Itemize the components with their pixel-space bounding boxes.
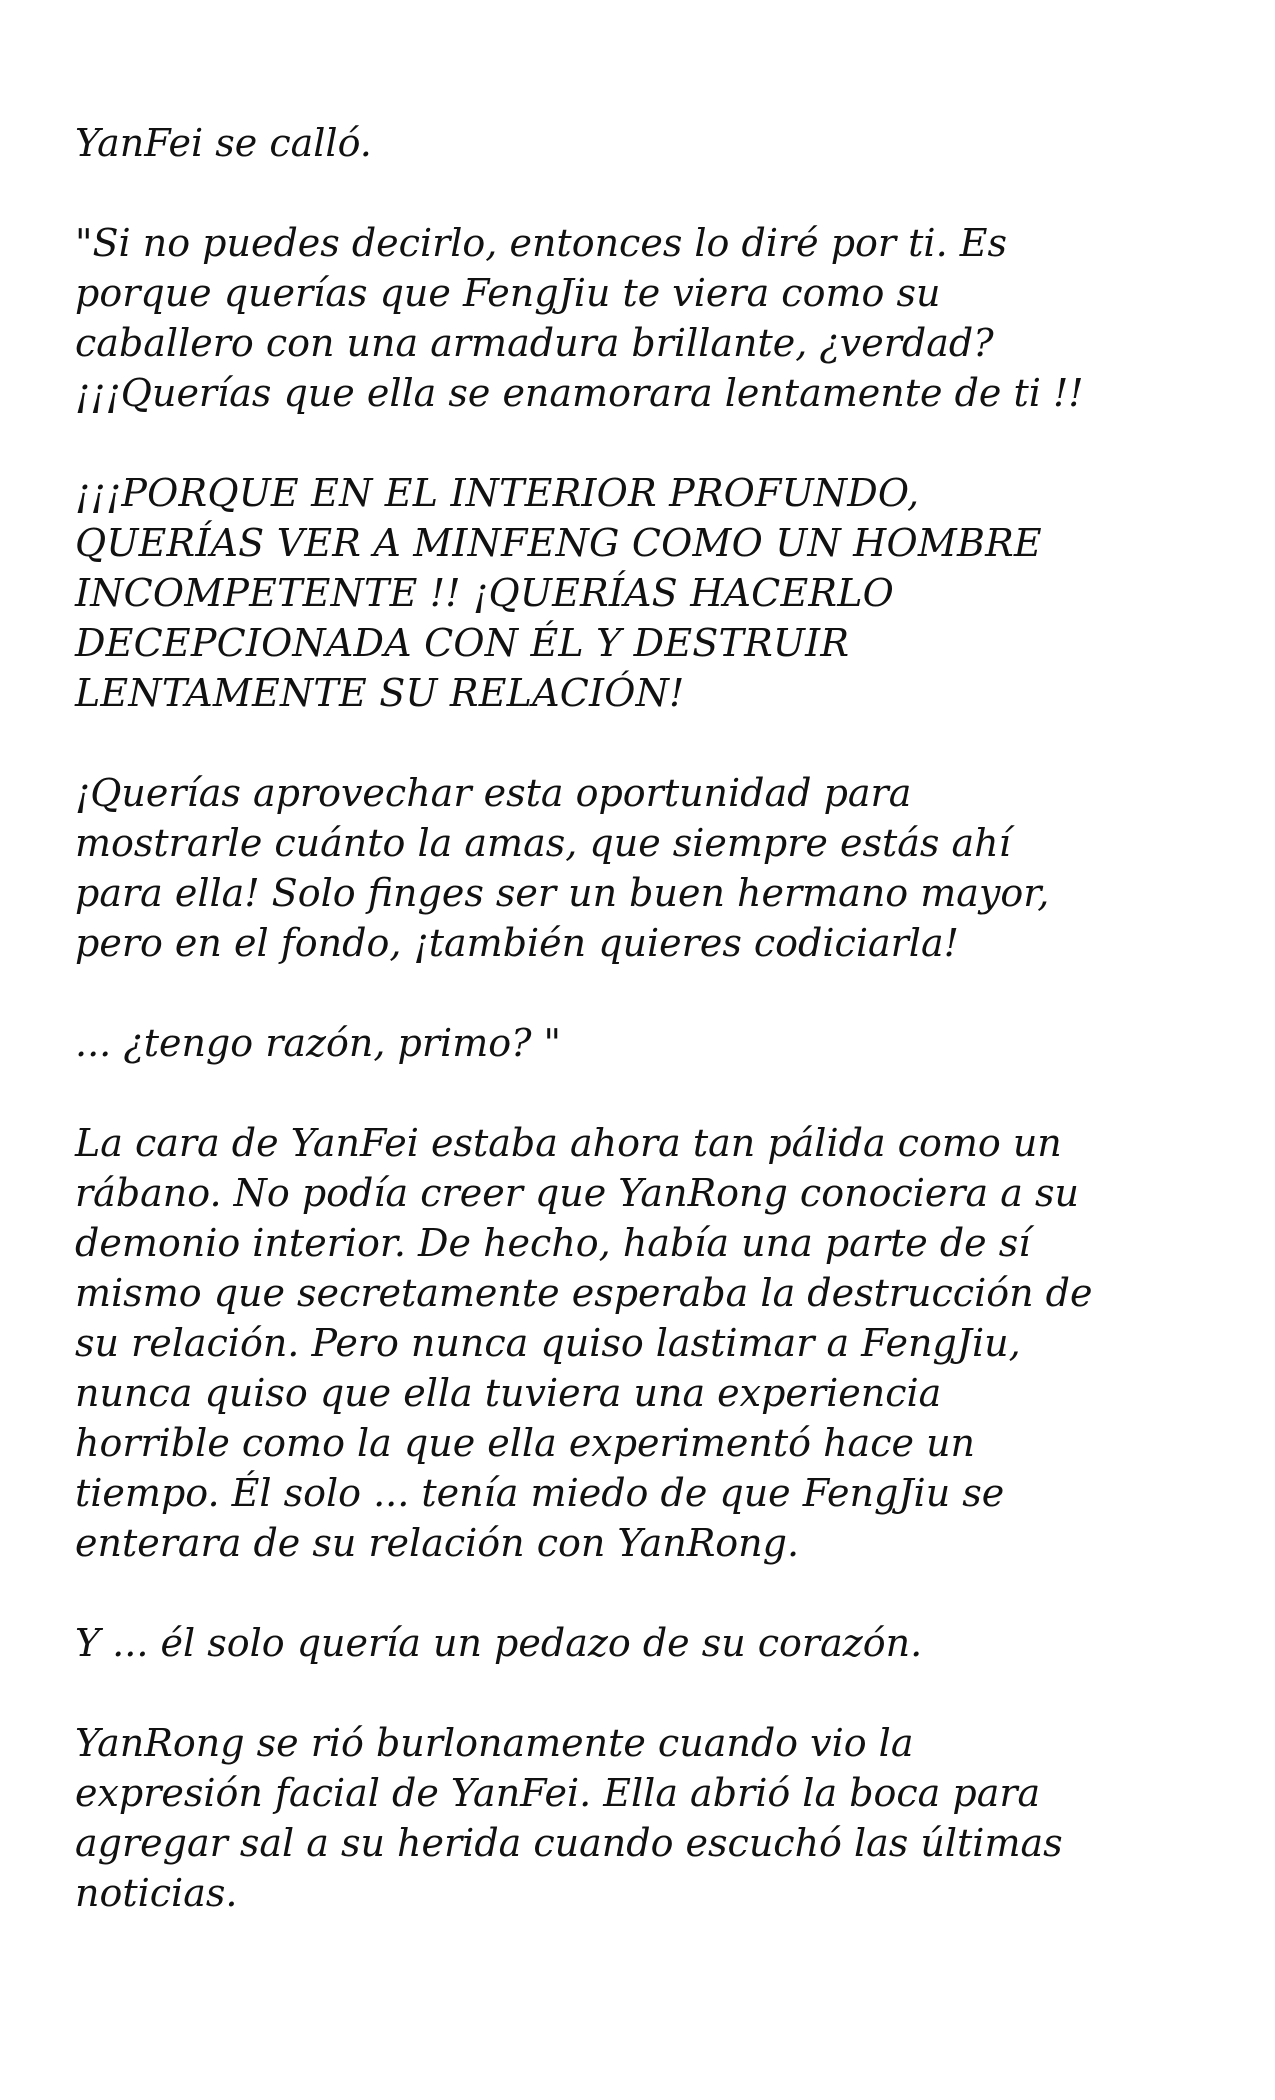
text-line: demonio interior. De hecho, había una parte de sí [75,1221,1031,1265]
text-line: su relación. Pero nunca quiso lastimar a FengJiu, [75,1321,1021,1365]
text-line: agregar sal a su herida cuando escuchó las últimas [75,1821,1063,1865]
text-line: nunca quiso que ella tuviera una experiencia [75,1371,942,1415]
paragraph [75,468,1205,718]
text-line: La cara de YanFei estaba ahora tan pálida como un [75,1121,1062,1165]
text-line: ¡¡¡Querías que ella se enamorara lentamente de ti !! [75,371,1084,415]
text-line: horrible como la que ella experimentó hace un [75,1421,976,1465]
paragraph [75,1618,1205,1668]
text-line: mismo que secretamente esperaba la destrucción de [75,1271,1093,1315]
text-line: mostrarle cuánto la amas, que siempre estás ahí [75,821,1011,865]
text-line: LENTAMENTE SU RELACIÓN! [75,671,685,715]
text-line: ... ¿tengo razón, primo? " [75,1021,562,1065]
text-line: YanRong se rió burlonamente cuando vio la [75,1721,914,1765]
text-line: Y ... él solo quería un pedazo de su corazón. [75,1621,923,1665]
text-line: expresión facial de YanFei. Ella abrió la boca para [75,1771,1041,1815]
paragraph [75,1718,1205,1918]
text-line: ¡Querías aprovechar esta oportunidad para [75,771,912,815]
text-line: tiempo. Él solo ... tenía miedo de que FengJiu se [75,1471,1005,1515]
text-line: YanFei se calló. [75,121,372,165]
text-line: caballero con una armadura brillante, ¿verdad? [75,321,994,365]
text-line: noticias. [75,1871,238,1915]
text-line: INCOMPETENTE !! ¡QUERÍAS HACERLO [75,571,894,615]
text-line: pero en el fondo, ¡también quieres codiciarla! [75,921,959,965]
paragraph [75,768,1205,968]
text-line: rábano. No podía creer que YanRong conociera a su [75,1171,1079,1215]
paragraph [75,218,1205,418]
text-line: "Si no puedes decirlo, entonces lo diré por ti. Es [75,221,1007,265]
paragraph [75,1018,1205,1068]
paragraph [75,118,1205,168]
text-line: para ella! Solo finges ser un buen hermano mayor, [75,871,1050,915]
text-line: QUERÍAS VER A MINFENG COMO UN HOMBRE [75,521,1042,565]
document-page [75,118,1205,1968]
paragraph [75,1118,1205,1568]
text-line: enterara de su relación con YanRong. [75,1521,800,1565]
text-line: ¡¡¡PORQUE EN EL INTERIOR PROFUNDO, [75,471,920,515]
text-line: porque querías que FengJiu te viera como su [75,271,941,315]
text-line: DECEPCIONADA CON ÉL Y DESTRUIR [75,621,850,665]
